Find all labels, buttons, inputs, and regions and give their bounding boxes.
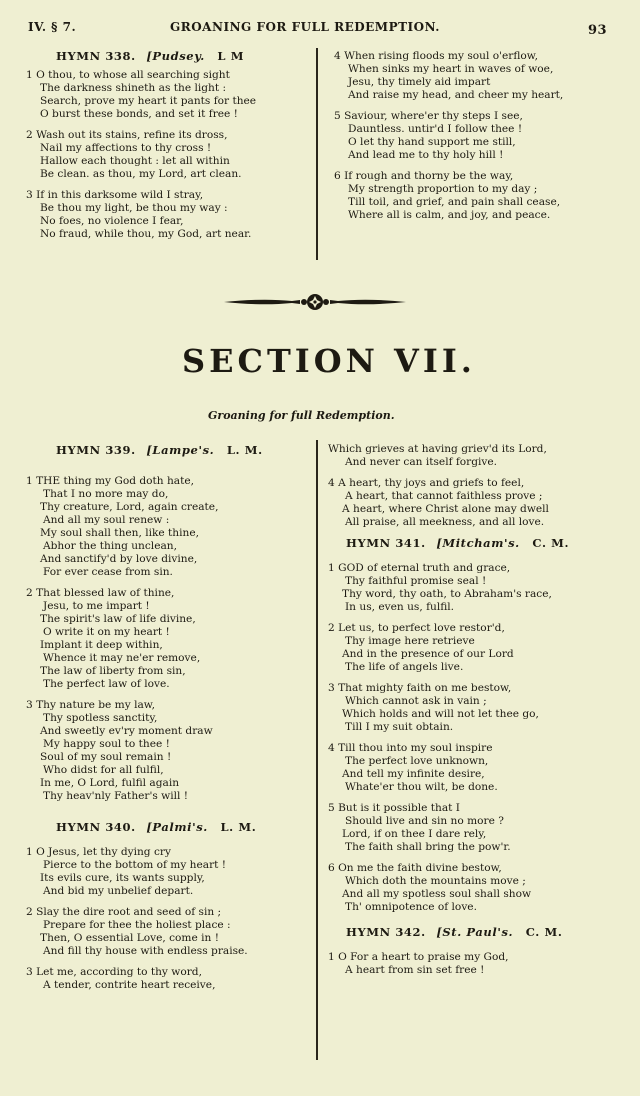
verse-line: And sanctify'd by love divine, [40,553,198,565]
verse-line: 1 THE thing my God doth hate, [26,475,194,487]
stanza [26,189,311,241]
verse-line: Who didst for all fulfil, [43,764,164,776]
verse-line: And sweetly ev'ry moment draw [40,725,213,737]
verse-line: Whate'er thou wilt, be done. [345,781,498,793]
verse-line: 4 When rising floods my soul o'erflow, [334,50,538,62]
section-title: SECTION VII. [182,342,476,380]
stanza [328,477,634,529]
verse-line: O burst these bonds, and set it free ! [40,108,238,120]
header-running-title: GROANING FOR FULL REDEMPTION. [170,20,440,34]
verse-line: 1 O thou, to whose all searching sight [26,69,230,81]
verse-line: 6 On me the faith divine bestow, [328,862,502,874]
hymn-number: HYMN 339. [56,443,136,457]
verse-line: Thy faithful promise seal ! [345,575,487,587]
stanza [26,846,314,898]
stanza [26,69,311,121]
hymn-number: HYMN 340. [56,820,136,834]
verse-line: Search, prove my heart it pants for thee [40,95,257,107]
hymn-341-heading [328,537,634,550]
verse-line: And lead me to thy holy hill ! [348,149,504,161]
verse-line: And bid my unbelief depart. [43,885,194,897]
verse-line: Hallow each thought : let all within [40,155,230,167]
stanza [334,110,634,162]
stanza [26,475,314,579]
verse-line: O write it on my heart ! [43,626,170,638]
verse-line: 3 If in this darksome wild I stray, [26,189,204,201]
stanza [328,802,634,854]
hymn-339-stanzas [26,475,314,803]
hymn-tune: [St. Paul's. [436,925,514,939]
verse-line: 2 That blessed law of thine, [26,587,175,599]
verse-line: My soul shall then, like thine, [40,527,199,539]
verse-line: And tell my infinite desire, [342,768,485,780]
verse-line: Till I my suit obtain. [345,721,454,733]
verse-line: 4 A heart, thy joys and griefs to feel, [328,477,525,489]
stanza [26,966,314,992]
verse-line: Which grieves at having griev'd its Lord, [328,443,547,455]
verse-line: Thy spotless sanctity, [43,712,158,724]
verse-line: Th' omnipotence of love. [345,901,477,913]
verse-line: Abhor the thing unclean, [43,540,177,552]
hymn-340-stanzas [26,846,314,992]
verse-line: The perfect love unknown, [345,755,489,767]
verse-line: O let thy hand support me still, [348,136,516,148]
verse-line: And fill thy house with endless praise. [43,945,248,957]
verse-line: 6 If rough and thorny be the way, [334,170,514,182]
header-section-ref: IV. § 7. [28,20,77,34]
verse-line: Thy word, thy oath, to Abraham's race, [342,588,552,600]
hymn-tune: [Pudsey. [146,49,205,63]
verse-line: And raise my head, and cheer my heart, [348,89,564,101]
verse-line: Jesu, to me impart ! [43,600,150,612]
verse-line: Pierce to the bottom of my heart ! [43,859,227,871]
verse-line: For ever cease from sin. [43,566,173,578]
stanza [26,699,314,803]
hymn-tune: [Palmi's. [146,820,208,834]
verse-line: 2 Let us, to perfect love restor'd, [328,622,505,634]
hymn-number: HYMN 342. [346,925,426,939]
hymn-tune: [Mitcham's. [436,536,520,550]
column-divider-bottom [316,440,318,1060]
verse-line: And all my spotless soul shall show [342,888,532,900]
hymn-338-stanzas-continued [334,50,634,222]
verse-line: Dauntless. untir'd I follow thee ! [348,123,523,135]
verse-line: When sinks my heart in waves of woe, [348,63,554,75]
verse-line: My strength proportion to my day ; [348,183,538,195]
verse-line: Thy image here retrieve [345,635,475,647]
hymn-meter: L M [217,49,245,63]
verse-line: The darkness shineth as the light : [40,82,227,94]
verse-line: Thy creature, Lord, again create, [40,501,219,513]
verse-line: Which holds and will not let thee go, [342,708,539,720]
verse-line: Which cannot ask in vain ; [345,695,487,707]
stanza [328,742,634,794]
verse-line: Which doth the mountains move ; [345,875,526,887]
verse-line: Implant it deep within, [40,639,163,651]
hymn-340-heading [26,821,314,834]
verse-line: Should live and sin no more ? [345,815,504,827]
verse-line: Be clean. as thou, my Lord, art clean. [40,168,242,180]
hymn-tune: [Lampe's. [146,443,215,457]
stanza [328,622,634,674]
hymn-number: HYMN 341. [346,536,426,550]
verse-line: Where all is calm, and joy, and peace. [348,209,551,221]
hymn-342-stanzas [328,951,634,977]
verse-line: Whence it may ne'er remove, [43,652,201,664]
stanza [334,50,634,102]
verse-line: The spirit's law of life divine, [40,613,196,625]
verse-line: And in the presence of our Lord [342,648,514,660]
bottom-left-column [26,444,314,1000]
column-divider-top [316,48,318,260]
verse-line: 2 Slay the dire root and seed of sin ; [26,906,222,918]
verse-line: No fraud, while thou, my God, art near. [40,228,252,240]
verse-line: No foes, no violence I fear, [40,215,184,227]
stanza [328,862,634,914]
hymn-342-heading [328,926,634,939]
hymn-339-heading [26,444,314,457]
verse-line: In us, even us, fulfil. [345,601,455,613]
verse-line: 1 O Jesus, let thy dying cry [26,846,171,858]
verse-line: The life of angels live. [345,661,464,673]
section-subtitle: Groaning for full Redemption. [208,409,395,422]
hymn-meter: L. M. [226,443,263,457]
verse-line: Nail my affections to thy cross ! [40,142,212,154]
stanza [328,562,634,614]
stanza [328,951,634,977]
verse-line: 3 Let me, according to thy word, [26,966,202,978]
verse-line: Soul of my soul remain ! [40,751,172,763]
hymn-338-continued [334,50,634,230]
verse-line: And all my soul renew : [43,514,170,526]
verse-line: Till toil, and grief, and pain shall cease, [348,196,561,208]
verse-line: A heart from sin set free ! [345,964,485,976]
verse-line: 3 Thy nature be my law, [26,699,155,711]
verse-line: All praise, all meekness, and all love. [345,516,545,528]
verse-line: Jesu, thy timely aid impart [348,76,491,88]
ornamental-divider [222,292,408,312]
verse-line: And never can itself forgive. [345,456,498,468]
hymn-340-continued [328,443,634,529]
hymn-number: HYMN 338. [56,49,136,63]
hymn-meter: L. M. [220,820,257,834]
verse-line: My happy soul to thee ! [43,738,170,750]
hymn-338-heading [26,50,311,63]
hymn-338-stanzas [26,69,311,241]
verse-line: 4 Till thou into my soul inspire [328,742,493,754]
stanza [26,129,311,181]
verse-line: Lord, if on thee I dare rely, [342,828,487,840]
verse-line: That I no more may do, [43,488,169,500]
verse-line: A tender, contrite heart receive, [43,979,216,991]
verse-line: Its evils cure, its wants supply, [40,872,205,884]
verse-line: 1 GOD of eternal truth and grace, [328,562,511,574]
verse-line: Then, O essential Love, come in ! [40,932,219,944]
verse-line: 5 But is it possible that I [328,802,460,814]
verse-line: The faith shall bring the pow'r. [345,841,511,853]
verse-line: In me, O Lord, fulfil again [40,777,180,789]
verse-line: 1 O For a heart to praise my God, [328,951,509,963]
verse-line: Be thou my light, be thou my way : [40,202,228,214]
verse-line: 3 That mighty faith on me bestow, [328,682,512,694]
bottom-right-column [328,443,634,985]
header-page-number: 93 [588,23,608,38]
stanza [26,906,314,958]
hymn-meter: C. M. [532,536,570,550]
verse-line: 2 Wash out its stains, refine its dross, [26,129,228,141]
verse-line: Thy heav'nly Father's will ! [43,790,189,802]
hymn-meter: C. M. [525,925,563,939]
verse-line: The perfect law of love. [43,678,170,690]
hymn-341-stanzas [328,562,634,914]
verse-line: Prepare for thee the holiest place : [43,919,231,931]
verse-line: 5 Saviour, where'er thy steps I see, [334,110,523,122]
stanza [26,587,314,691]
stanza [334,170,634,222]
stanza [328,443,634,469]
stanza [328,682,634,734]
hymn-338-block [26,50,311,249]
verse-line: A heart, where Christ alone may dwell [342,503,549,515]
verse-line: The law of liberty from sin, [40,665,186,677]
verse-line: A heart, that cannot faithless prove ; [345,490,543,502]
